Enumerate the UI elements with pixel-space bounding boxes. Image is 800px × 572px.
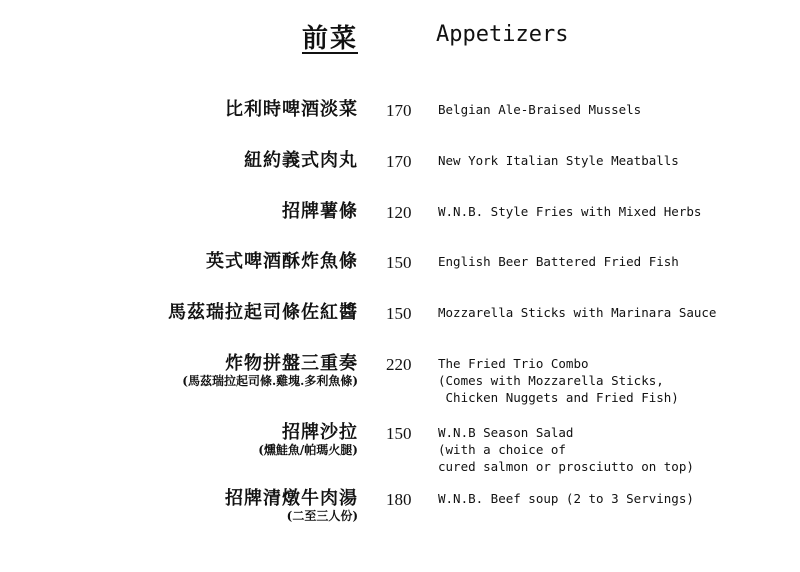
item-subtitle-zh: (燻鮭魚/帕瑪火腿) (258, 443, 358, 457)
item-name-zh: 馬茲瑞拉起司條佐紅醬 (168, 302, 358, 323)
item-description (438, 203, 701, 220)
item-description-line: The Fried Trio Combo (438, 356, 589, 371)
item-description-line: W.N.B. Beef soup (2 to 3 Servings) (438, 491, 694, 506)
item-subtitle-zh: (二至三人份) (286, 509, 358, 523)
item-name-zh: 紐約義式肉丸 (244, 150, 358, 171)
item-price: 170 (386, 152, 412, 171)
item-name-zh: 招牌沙拉 (282, 422, 358, 443)
item-price: 220 (386, 355, 412, 374)
item-price: 150 (386, 253, 412, 272)
item-description-line: Belgian Ale-Braised Mussels (438, 102, 642, 117)
item-description-line: New York Italian Style Meatballs (438, 153, 679, 168)
section-title-en: Appetizers (436, 22, 569, 47)
item-name-zh: 炸物拼盤三重奏 (225, 353, 358, 374)
item-description (438, 424, 694, 475)
item-name-zh: 招牌清燉牛肉湯 (225, 488, 358, 509)
item-description-line: Chicken Nuggets and Fried Fish) (438, 390, 679, 405)
item-name-zh: 英式啤酒酥炸魚條 (206, 251, 358, 272)
item-description (438, 355, 679, 406)
item-description-line: cured salmon or prosciutto on top) (438, 459, 694, 474)
item-price: 180 (386, 490, 412, 509)
item-description-line: English Beer Battered Fried Fish (438, 254, 679, 269)
item-price: 150 (386, 304, 412, 323)
item-description-line: W.N.B Season Salad (438, 425, 574, 440)
item-price: 150 (386, 424, 412, 443)
item-description-line: W.N.B. Style Fries with Mixed Herbs (438, 204, 702, 219)
section-title-zh: 前菜 (301, 24, 358, 54)
item-description (438, 101, 641, 118)
item-description-line: (with a choice of (438, 442, 566, 457)
item-description (438, 304, 716, 321)
item-description (438, 152, 679, 169)
item-name-zh: 比利時啤酒淡菜 (225, 99, 358, 120)
item-description-line: (Comes with Mozzarella Sticks, (438, 373, 664, 388)
item-description (438, 253, 679, 270)
item-price: 170 (386, 101, 412, 120)
item-price: 120 (386, 203, 412, 222)
item-name-zh: 招牌薯條 (282, 201, 358, 222)
item-description-line: Mozzarella Sticks with Marinara Sauce (438, 305, 717, 320)
item-subtitle-zh: (馬茲瑞拉起司條.雞塊.多利魚條) (182, 374, 358, 388)
item-description (438, 490, 694, 507)
